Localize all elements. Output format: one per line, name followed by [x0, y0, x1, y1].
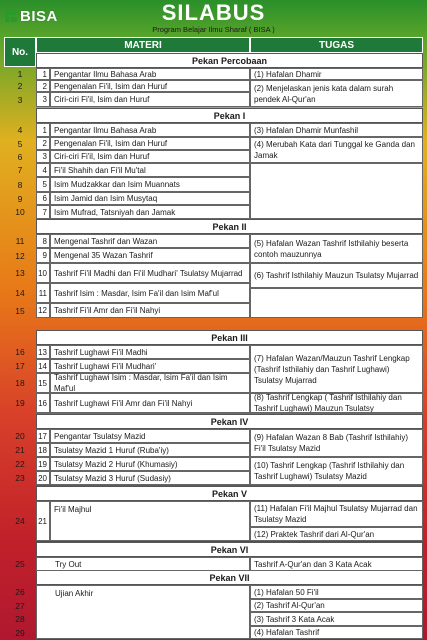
- row-number: 15: [15, 305, 25, 316]
- row-sub-number: 1: [36, 68, 50, 80]
- materi-cell: Tsulatsy Mazid 2 Huruf (Khumasiy): [50, 457, 250, 471]
- tugas-cell: (2) Menjelaskan jenis kata dalam surah pendek Al-Qur'an: [250, 80, 423, 107]
- materi-cell: Ujian Akhir: [36, 585, 250, 639]
- materi-cell: Tashrif Lughawi Fi'il Madhi: [50, 345, 250, 359]
- week-header: Pekan III: [36, 330, 423, 345]
- materi-cell: Ciri-ciri Fi'il, Isim dan Huruf: [50, 150, 250, 163]
- page-title: SILABUS: [161, 0, 266, 25]
- row-number: 8: [17, 179, 23, 190]
- row-number: 10: [15, 207, 25, 217]
- materi-cell: Tsulatsy Mazid 3 Huruf (Sudasiy): [50, 471, 250, 485]
- header-materi: MATERI: [36, 37, 250, 53]
- row-sub-number: 21: [36, 501, 50, 541]
- row-number: 3: [17, 94, 23, 105]
- tugas-cell: (3) Hafalan Dhamir Munfashil: [250, 123, 423, 137]
- row-sub-number: 14: [36, 359, 50, 373]
- row-number: 21: [15, 445, 25, 455]
- row-sub-number: 9: [36, 248, 50, 263]
- row-sub-number: 2: [36, 80, 50, 92]
- materi-cell: Pengantar Ilmu Bahasa Arab: [50, 68, 250, 80]
- row-number: 4: [17, 125, 23, 135]
- tugas-cell: (1) Hafalan 50 Fi'il: [250, 585, 423, 599]
- materi-cell: Pengenalan Fi'il, Isim dan Huruf: [50, 80, 250, 92]
- tugas-cell: (4) Hafalan Tashrif: [250, 626, 423, 639]
- row-sub-number: 16: [36, 393, 50, 413]
- row-sub-number: 8: [36, 234, 50, 248]
- materi-cell: Tashrif Lughawi Isim : Masdar, Isim Fa'il dan Isim Maf'ul: [50, 373, 250, 393]
- row-number: 19: [15, 398, 25, 408]
- row-number: 6: [17, 151, 23, 162]
- materi-cell: Fi'il Majhul: [50, 501, 250, 541]
- tugas-cell: Tashrif A-Qur'an dan 3 Kata Acak: [250, 557, 423, 571]
- row-number: 16: [15, 347, 25, 357]
- tugas-cell: (2) Tashrif Al-Qur'an: [250, 599, 423, 612]
- materi-cell: Isim Jamid dan Isim Musytaq: [50, 192, 250, 205]
- row-sub-number: 3: [36, 92, 50, 107]
- week-header: Pekan Percobaan: [36, 53, 423, 68]
- materi-cell: Fi'il Shahih dan Fi'il Mu'tal: [50, 163, 250, 177]
- row-sub-number: 12: [36, 303, 50, 318]
- header-tugas: TUGAS: [250, 37, 423, 53]
- row-sub-number: 1: [36, 123, 50, 137]
- week-header: Pekan VI: [36, 542, 423, 557]
- row-number: 5: [17, 138, 23, 149]
- row-number: 26: [15, 587, 25, 597]
- materi-cell: Pengenalan Fi'il, Isim dan Huruf: [50, 137, 250, 150]
- materi-cell: Tashrif Fi'il Amr dan Fi'il Nahyi: [50, 303, 250, 318]
- row-number: 22: [15, 459, 25, 469]
- row-sub-number: 20: [36, 471, 50, 485]
- row-number: 13: [15, 268, 25, 278]
- materi-cell: Isim Mudzakkar dan Isim Muannats: [50, 177, 250, 192]
- week-header: Pekan IV: [36, 414, 423, 429]
- row-number: 11: [15, 236, 25, 246]
- materi-cell: Mengenal Tashrif dan Wazan: [50, 234, 250, 248]
- week-header: Pekan VII: [36, 570, 423, 585]
- row-sub-number: 10: [36, 263, 50, 283]
- week-header: Pekan V: [36, 486, 423, 501]
- row-number: 12: [15, 250, 25, 261]
- row-sub-number: 7: [36, 205, 50, 219]
- row-sub-number: 2: [36, 137, 50, 150]
- row-sub-number: 5: [36, 177, 50, 192]
- row-number: 29: [15, 627, 25, 638]
- tugas-cell: (10) Tashrif Lengkap (Tashrif Isthilahiy dan Tashrif Lughawi) Tsulatsy Mazid: [250, 457, 423, 485]
- week-header: Pekan II: [36, 219, 423, 234]
- row-number: 7: [17, 165, 23, 175]
- tugas-cell: (8) Tashrif Lengkap ( Tashrif Isthilahiy dan Tashrif Lughawi) Mauzun Tsulatsy: [250, 393, 423, 413]
- materi-cell: Tashrif Isim : Masdar, Isim Fa'il dan Isim Maf'ul: [50, 283, 250, 303]
- week-header: Pekan I: [36, 108, 423, 123]
- header-no: No.: [4, 37, 36, 67]
- row-number: 25: [15, 559, 25, 569]
- row-sub-number: 13: [36, 345, 50, 359]
- row-number: 28: [15, 614, 25, 624]
- materi-cell: Tsulatsy Mazid 1 Huruf (Ruba'iy): [50, 443, 250, 457]
- tugas-cell-empty: [250, 288, 423, 318]
- materi-cell: Ciri-ciri Fi'il, Isim dan Huruf: [50, 92, 250, 107]
- brand-name: BISA: [20, 7, 58, 25]
- row-sub-number: 17: [36, 429, 50, 443]
- tugas-cell: (6) Tashrif Isthilahiy Mauzun Tsulatsy Mujarrad: [250, 263, 423, 288]
- row-number: 24: [15, 516, 25, 526]
- tugas-cell: (3) Tashrif 3 Kata Acak: [250, 612, 423, 626]
- materi-cell: Pengantar Ilmu Bahasa Arab: [50, 123, 250, 137]
- tugas-cell: (7) Hafalan Wazan/Mauzun Tashrif Lengkap (Tashrif Isthilahiy dan Tashrif Lughawi) Tsulatsy Mujarrad: [250, 345, 423, 393]
- tugas-cell: (12) Praktek Tashrif dari Al-Qur'an: [250, 527, 423, 541]
- row-number: 23: [15, 473, 25, 483]
- row-sub-number: 3: [36, 150, 50, 163]
- materi-cell: Tashrif Fi'il Madhi dan Fi'il Mudhari' Tsulatsy Mujarrad: [50, 263, 250, 283]
- materi-cell: Pengantar Tsulatsy Mazid: [50, 429, 250, 443]
- materi-cell: Try Out: [36, 557, 250, 571]
- row-sub-number: 4: [36, 163, 50, 177]
- materi-cell: Tashrif Lughawi Fi'il Mudhari': [50, 359, 250, 373]
- row-number: 1: [17, 69, 23, 79]
- row-sub-number: 6: [36, 192, 50, 205]
- materi-cell: Tashrif Lughawi Fi'il Amr dan Fi'il Nahyi: [50, 393, 250, 413]
- row-sub-number: 15: [36, 373, 50, 393]
- tugas-cell: (5) Hafalan Wazan Tashrif Isthilahiy beserta contoh mauzunnya: [250, 234, 423, 263]
- row-number: 9: [17, 193, 23, 204]
- row-sub-number: 18: [36, 443, 50, 457]
- tugas-cell: (11) Hafalan Fi'il Majhul Tsulatsy Mujarrad dan Tsulatsy Mazid: [250, 501, 423, 527]
- tugas-cell-empty: [250, 163, 423, 219]
- row-number: 27: [15, 600, 25, 611]
- row-number: 18: [15, 378, 25, 388]
- tugas-cell: (9) Hafalan Wazan 8 Bab (Tashrif Isthilahiy) Fi'il Tsulatsy Mazid: [250, 429, 423, 457]
- row-number: 2: [17, 81, 23, 91]
- tugas-cell: (4) Merubah Kata dari Tunggal ke Ganda dan Jamak: [250, 137, 423, 163]
- tugas-cell: (1) Hafalan Dhamir: [250, 68, 423, 80]
- row-sub-number: 11: [36, 283, 50, 303]
- materi-cell: Isim Mufrad, Tatsniyah dan Jamak: [50, 205, 250, 219]
- materi-cell: Mengenal 35 Wazan Tashrif: [50, 248, 250, 263]
- row-number: 17: [15, 361, 25, 371]
- row-sub-number: 19: [36, 457, 50, 471]
- row-number: 14: [15, 288, 25, 298]
- page-subtitle: Program Belajar Ilmu Sharaf ( BISA ): [152, 25, 275, 34]
- row-number: 20: [15, 431, 25, 441]
